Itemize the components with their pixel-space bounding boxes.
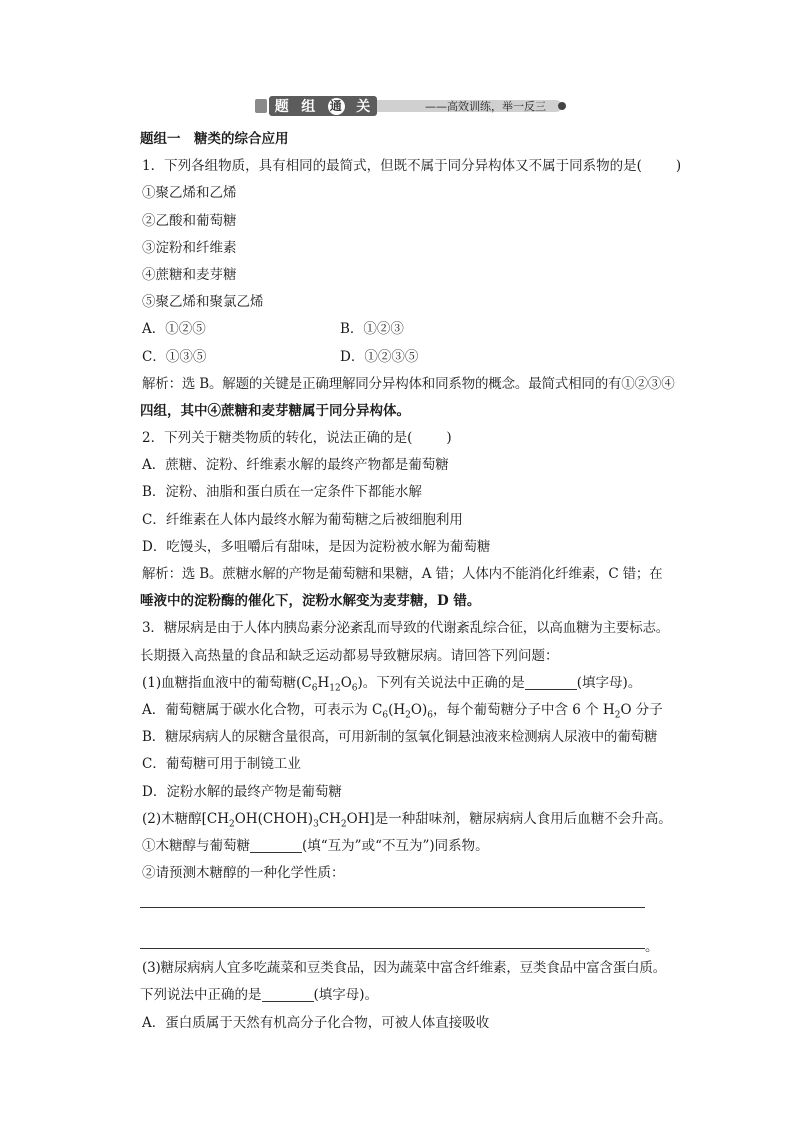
q3-part2-sub-1: 2 bbox=[229, 819, 235, 830]
q3-part2-text-b: OH(CHOH) bbox=[234, 810, 314, 827]
q1-stem-text: 1．下列各组物质，具有相同的最简式，但既不属于同分异构体又不属于同系物的是( bbox=[142, 158, 642, 175]
q1-options-row-1 bbox=[140, 316, 660, 343]
banner-char-1: 题 bbox=[274, 99, 290, 115]
q3-part2-item-1-text-a: ①木糖醇与葡萄糖 bbox=[142, 837, 250, 854]
q3-part2-item-2: ②请预测木糖醇的一种化学性质： bbox=[142, 865, 345, 882]
banner-tagline: ——高效训练，举一反三 bbox=[425, 100, 546, 113]
q3-part2-item-1-text-b: (填“互为”或“不互为”)同系物。 bbox=[302, 837, 489, 854]
q3-p1a-text-1: A．葡萄糖属于碳水化合物，可表示为 C bbox=[142, 701, 383, 718]
q1-option-c: C．①③⑤ bbox=[142, 348, 207, 365]
q2-option-d: D．吃馒头，多咀嚼后有甜味，是因为淀粉被水解为葡萄糖 bbox=[142, 538, 491, 555]
q2-stem-end: ) bbox=[446, 430, 452, 447]
q3-p1a-sub-3: 6 bbox=[427, 710, 433, 721]
q1-analysis-2: 四组，其中④蔗糖和麦芽糖属于同分异构体。 bbox=[140, 402, 410, 419]
q3-part1-text-a: (1)血糖指血液中的葡萄糖(C bbox=[142, 674, 312, 691]
answer-line-period: 。 bbox=[645, 939, 659, 956]
banner-char-3: 通 bbox=[329, 98, 343, 113]
q3-part1-option-a bbox=[140, 697, 663, 724]
q3-p1a-text-4: ，每个葡萄糖分子中含 6 个 H bbox=[432, 701, 615, 718]
q3-part2-item-1 bbox=[140, 833, 660, 860]
q3-part3-2 bbox=[140, 982, 660, 1009]
q3-part1-option-c: C．葡萄糖可用于制镜工业 bbox=[142, 756, 301, 773]
q3-part2-text-c: CH bbox=[318, 810, 341, 827]
q3-stem-2: 长期摄入高热量的食品和缺乏运动都易导致糖尿病。请回答下列问题： bbox=[140, 647, 559, 664]
q3-part3-text-b: (填字母)。 bbox=[313, 987, 379, 1004]
q3-part2-sub-3: 2 bbox=[340, 819, 347, 830]
q3-part1-answer-blank[interactable] bbox=[525, 673, 577, 690]
q1-item-5: ⑤聚乙烯和聚氯乙烯 bbox=[142, 294, 264, 311]
q3-part1-option-b: B．糖尿病病人的尿糖含量很高，可用新制的氢氧化铜悬浊液来检测病人尿液中的葡萄糖 bbox=[142, 729, 658, 746]
q2-analysis-2: 唾液中的淀粉酶的催化下，淀粉水解变为麦芽糖，D 错。 bbox=[140, 593, 481, 610]
q1-item-2: ②乙酸和葡萄糖 bbox=[142, 212, 237, 229]
q3-part1 bbox=[140, 670, 660, 697]
q1-stem-end: ) bbox=[675, 158, 682, 175]
banner-dot-icon bbox=[558, 102, 566, 110]
q3-part1-sub-1: 6 bbox=[311, 683, 318, 694]
answer-line-2[interactable] bbox=[140, 948, 645, 949]
q3-part2-text-d: OH]是一种甜味剂，糖尿病病人食用后血糖不会升高。 bbox=[346, 810, 672, 827]
q3-part1-text-b: H bbox=[317, 674, 330, 691]
q1-options-row-2 bbox=[140, 344, 660, 371]
q3-part3-answer-blank[interactable] bbox=[262, 985, 314, 1002]
q1-stem bbox=[140, 153, 682, 180]
q3-p1a-sub-2: 2 bbox=[405, 710, 411, 721]
q2-option-a: A．蔗糖、淀粉、纤维素水解的最终产物都是葡萄糖 bbox=[142, 457, 449, 474]
answer-line-1[interactable] bbox=[140, 907, 645, 908]
banner-char-2: 组 bbox=[301, 99, 317, 115]
q3-part2-text-a: (2)木糖醇[CH bbox=[142, 810, 229, 827]
q1-option-d: D．①②③⑤ bbox=[340, 348, 419, 365]
q1-item-3: ③淀粉和纤维素 bbox=[142, 239, 237, 256]
q1-option-b: B．①②③ bbox=[340, 321, 404, 338]
q2-analysis-1: 解析：选 B。蔗糖水解的产物是葡萄糖和果糖，A 错；人体内不能消化纤维素，C 错；在 bbox=[142, 566, 663, 582]
answer-line-2-wrap bbox=[140, 928, 660, 955]
banner-cap bbox=[255, 99, 267, 113]
q1-item-1: ①聚乙烯和乙烯 bbox=[142, 185, 237, 202]
banner-title bbox=[269, 96, 377, 116]
q2-stem-text: 2．下列关于糖类物质的转化，说法正确的是( bbox=[142, 430, 413, 447]
q3-p1a-sub-1: 6 bbox=[382, 710, 389, 721]
q1-analysis-1: 解析：选 B。解题的关键是正确理解同分异构体和同系物的概念。最简式相同的有①②③④ bbox=[142, 375, 675, 392]
q3-p1a-sub-4: 2 bbox=[614, 710, 621, 721]
q3-part2 bbox=[140, 806, 672, 833]
q3-part1-text-c: O bbox=[340, 674, 352, 691]
q3-part1-sub-3: 6 bbox=[351, 683, 358, 694]
q2-option-c: C．纤维素在人体内最终水解为葡萄糖之后被细胞利用 bbox=[142, 511, 463, 528]
section-banner bbox=[255, 96, 570, 116]
q3-stem-1: 3．糖尿病是由于人体内胰岛素分泌紊乱而导致的代谢紊乱综合征，以高血糖为主要标志。 bbox=[142, 620, 670, 637]
q3-part1-text-d: )。下列有关说法中正确的是 bbox=[357, 674, 525, 691]
group-title: 题组一 糖类的综合应用 bbox=[140, 131, 289, 147]
q3-part3-text-a: 下列说法中正确的是 bbox=[140, 987, 262, 1004]
q3-part2-item-1-blank[interactable] bbox=[250, 836, 302, 853]
q3-p1a-text-2: (H bbox=[388, 701, 406, 718]
q3-part1-sub-2: 12 bbox=[329, 683, 341, 694]
q3-part1-text-e: (填字母)。 bbox=[576, 674, 642, 691]
q3-part2-sub-2: 3 bbox=[313, 819, 319, 830]
q3-part3-1: (3)糖尿病病人宜多吃蔬菜和豆类食品，因为蔬菜中富含纤维素，豆类食品中富含蛋白质。 bbox=[142, 960, 666, 977]
exercise-content bbox=[140, 126, 682, 1037]
q2-option-b: B．淀粉、油脂和蛋白质在一定条件下都能水解 bbox=[142, 484, 422, 501]
q1-item-4: ④蔗糖和麦芽糖 bbox=[142, 266, 237, 283]
q3-p1a-text-5: O 分子 bbox=[620, 701, 663, 718]
q3-part1-option-d: D．淀粉水解的最终产物是葡萄糖 bbox=[142, 783, 342, 800]
q3-part3-option-a: A．蛋白质属于天然有机高分子化合物，可被人体直接吸收 bbox=[142, 1014, 490, 1031]
banner-char-4: 关 bbox=[356, 99, 372, 115]
q1-option-a: A．①②⑤ bbox=[142, 321, 206, 338]
q3-p1a-text-3: O) bbox=[410, 701, 428, 718]
q2-stem bbox=[140, 425, 660, 452]
